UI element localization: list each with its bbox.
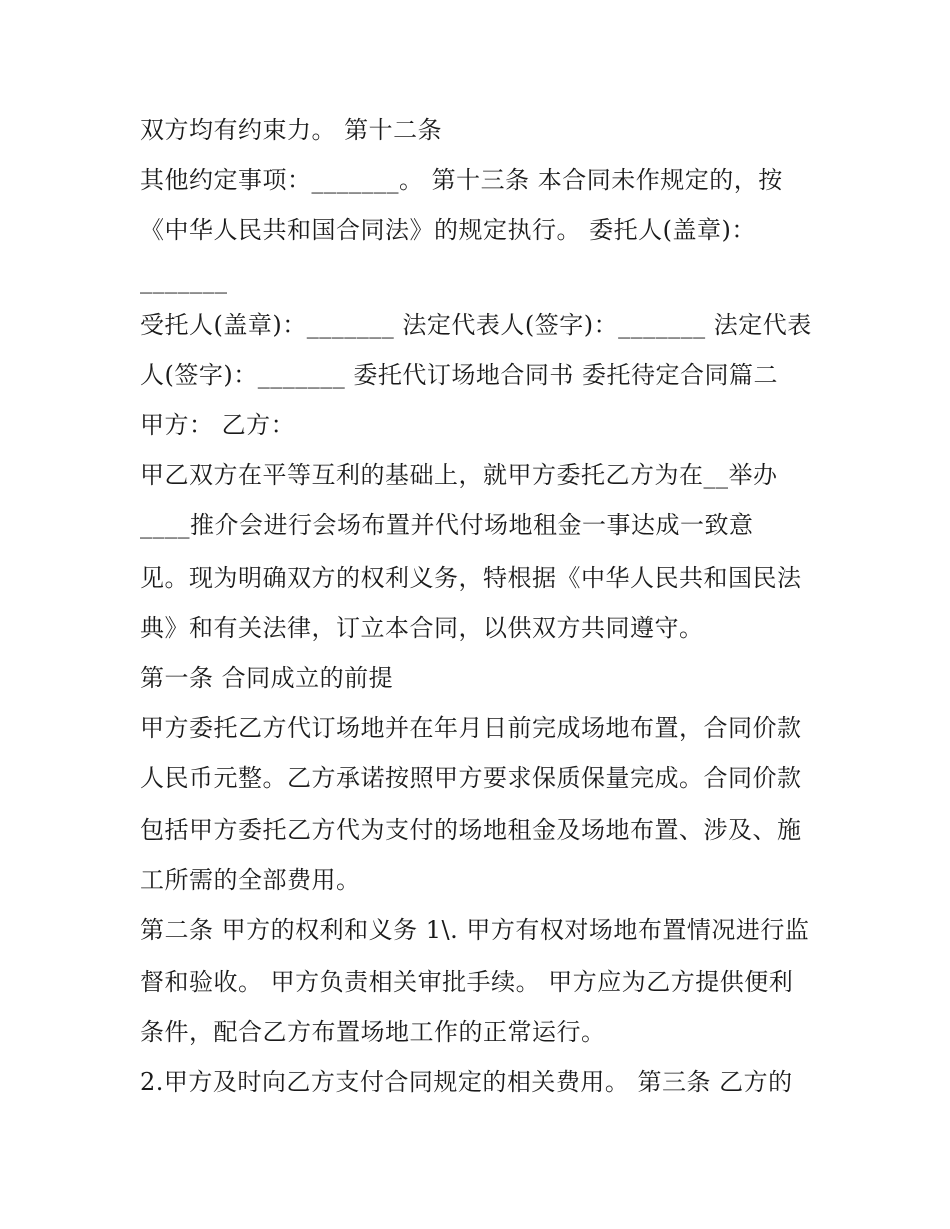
text-line: 2.甲方及时向乙方支付合同规定的相关费用。 第三条 乙方的 xyxy=(140,1068,793,1096)
text-line: 甲乙双方在平等互利的基础上，就甲方委托乙方为在__举办 xyxy=(140,461,778,489)
text-line: 其他约定事项：_______。 第十三条 本合同未作规定的，按 xyxy=(140,166,783,194)
text-line: 包括甲方委托乙方代为支付的场地租金及场地布置、涉及、施 xyxy=(140,816,802,844)
text-line: 第二条 甲方的权利和义务 1\. 甲方有权对场地布置情况进行监 xyxy=(140,916,810,944)
text-line: 见。现为明确双方的权利义务，特根据《中华人民共和国民法 xyxy=(140,564,802,592)
text-line: 双方均有约束力。 第十二条 xyxy=(140,116,443,144)
text-line: 人(签字)：_______ 委托代订场地合同书 委托待定合同篇二 xyxy=(140,361,778,389)
text-line: 受托人(盖章)：_______ 法定代表人(签字)：_______ 法定代表 xyxy=(140,311,812,339)
text-line: ____推介会进行会场布置并代付场地租金一事达成一致意 xyxy=(140,511,754,539)
text-line: _______ xyxy=(140,266,228,294)
text-line: 《中华人民共和国合同法》的规定执行。 委托人(盖章)： xyxy=(140,216,756,244)
text-line: 甲方： 乙方： xyxy=(140,411,296,439)
section-heading: 第一条 合同成立的前提 xyxy=(140,664,394,692)
text-line: 督和验收。 甲方负责相关审批手续。 甲方应为乙方提供便利 xyxy=(140,968,794,996)
text-line: 工所需的全部费用。 xyxy=(140,866,361,894)
text-line: 人民币元整。乙方承诺按照甲方要求保质保量完成。合同价款 xyxy=(140,764,802,792)
text-line: 甲方委托乙方代订场地并在年月日前完成场地布置，合同价款 xyxy=(140,714,802,742)
text-line: 典》和有关法律，订立本合同，以供双方共同遵守。 xyxy=(140,614,704,642)
text-line: 条件，配合乙方布置场地工作的正常运行。 xyxy=(140,1018,606,1046)
